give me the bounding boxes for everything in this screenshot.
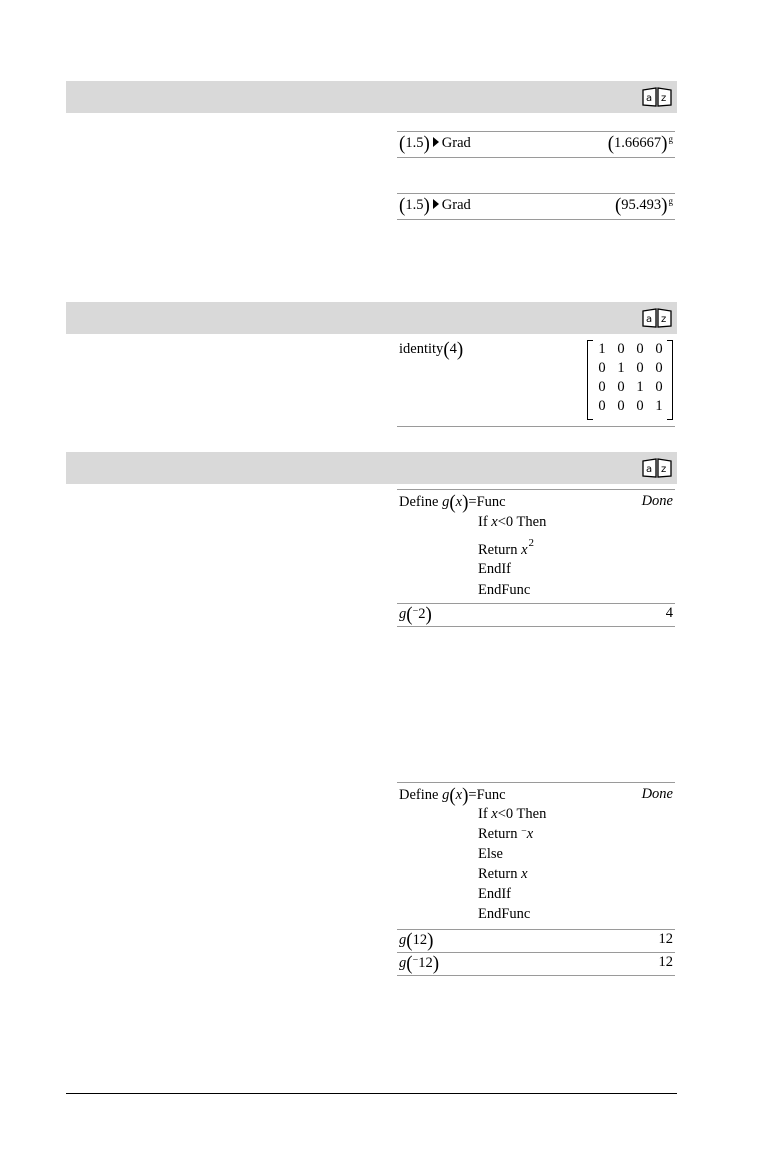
catalog-book-icon: [641, 308, 673, 328]
call-row: g(12) 12: [399, 929, 673, 952]
catalog-book-icon: [641, 87, 673, 107]
if-example-1: Define g(x)=Func Done If x<0 Then Return $x^2$ EndIf EndFunc g(−2) 4: [397, 489, 675, 629]
grad-example-1: (1.5) Grad $(1.66667)^g$: [399, 132, 673, 155]
result-value: 95.493: [621, 197, 662, 213]
input-value: 1.5: [405, 135, 424, 151]
identity-matrix: 1 0 0 0 0 1 0 0 0 0 1 0 0 0 0 1: [587, 340, 673, 420]
section-header-bar: [66, 452, 677, 484]
op-label: Grad: [441, 197, 471, 213]
call-row: g(−2) 4: [399, 603, 673, 626]
result-value: 1.66667: [614, 135, 662, 151]
convert-arrow-icon: [433, 137, 439, 147]
op-label: Grad: [441, 135, 471, 151]
catalog-book-icon: [641, 458, 673, 478]
svg-text:a: a: [646, 314, 653, 325]
function-arg: 4: [449, 341, 457, 357]
if-example-2: Define g(x)=Func Done If x<0 Then Return −x Else Return x EndIf EndFunc g(12) 12 g(−12) 12: [397, 782, 675, 982]
svg-text:a: a: [646, 464, 653, 475]
done-label: Done: [641, 786, 673, 802]
identity-example: identity(4) 1 0 0 0 0 1 0 0 0 0 1 0 0 0 0 1: [397, 338, 675, 428]
grad-example-2: (1.5) Grad $(95.493)^g$: [399, 194, 673, 217]
input-value: 1.5: [405, 197, 424, 213]
convert-arrow-icon: [433, 199, 439, 209]
function-name: identity: [399, 341, 444, 357]
footer-rule: [66, 1093, 677, 1094]
svg-text:z: z: [661, 93, 667, 104]
call-row: g(−12) 12: [399, 952, 673, 975]
section-header-bar: [66, 302, 677, 334]
done-label: Done: [641, 493, 673, 509]
svg-text:a: a: [646, 93, 653, 104]
svg-text:z: z: [661, 464, 667, 475]
grad-examples: [397, 131, 675, 221]
svg-text:z: z: [661, 314, 667, 325]
section-header-bar: [66, 81, 677, 113]
